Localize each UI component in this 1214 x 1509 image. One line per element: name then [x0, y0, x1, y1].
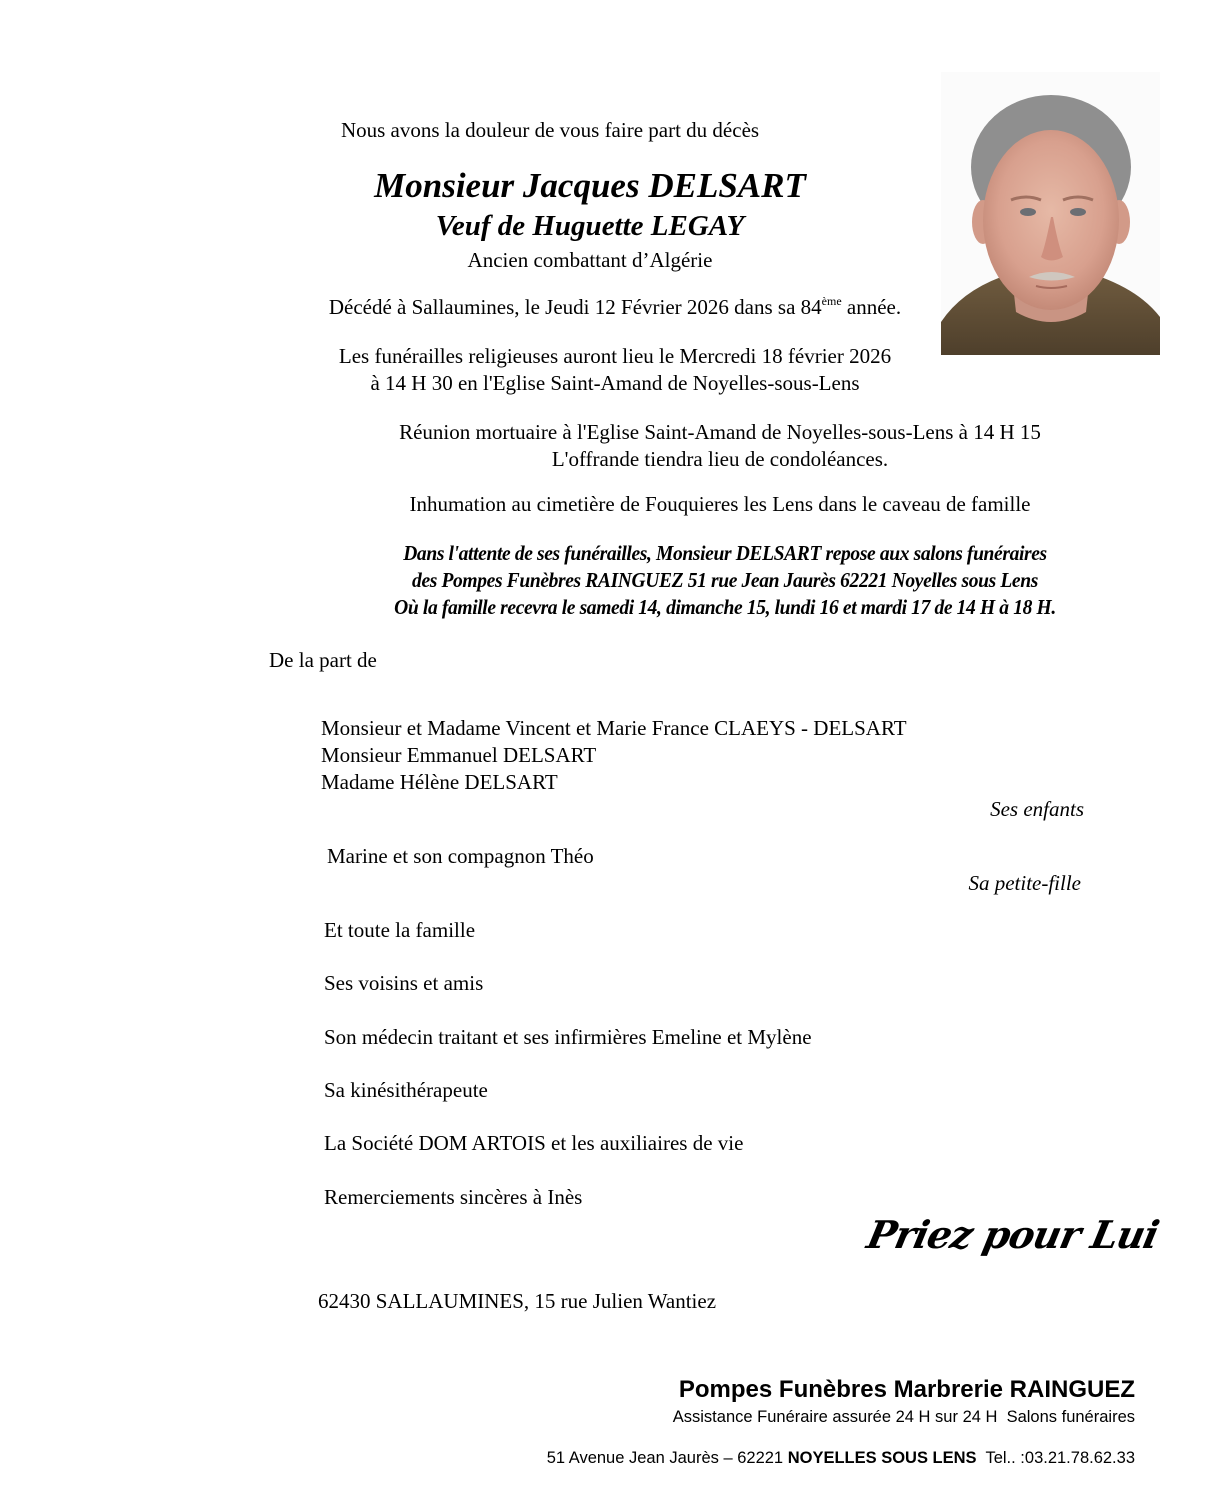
intro-line: Nous avons la douleur de vous faire part du décès	[340, 118, 760, 142]
mourner-line: Ses voisins et amis	[324, 971, 484, 995]
funeral-home-name: Pompes Funèbres Marbrerie RAINGUEZ	[678, 1376, 1135, 1403]
prayer-line: Priez pour Lui	[863, 1212, 1163, 1257]
repose-line: des Pompes Funèbres RAINGUEZ 51 rue Jean Jaurès 62221 Noyelles sous Lens	[412, 568, 1038, 592]
mourner-line: Et toute la famille	[324, 918, 476, 942]
phone-number[interactable]: 03.21.78.62.33	[1024, 1449, 1135, 1467]
mourner-line: Son médecin traitant et ses infirmières Emeline et Mylène	[324, 1025, 812, 1049]
address-prefix: 51 Avenue Jean Jaurès – 62221	[546, 1449, 788, 1467]
repose-info	[320, 540, 1129, 621]
child-name: Monsieur et Madame Vincent et Marie France CLAEYS - DELSART	[321, 716, 907, 740]
repose-line: Où la famille recevra le samedi 14, dimanche 15, lundi 16 et mardi 17 de 14 H à 18 H.	[394, 595, 1056, 619]
funeral-home-address	[538, 1430, 1135, 1468]
deceased-name: Monsieur Jacques DELSART	[374, 166, 806, 205]
funeral-home-services: Assistance Funéraire assurée 24 H sur 24 H Salons funéraires	[672, 1408, 1135, 1426]
death-line	[290, 295, 940, 320]
children-label: Ses enfants	[990, 797, 1084, 821]
granddaughter-label: Sa petite-fille	[968, 871, 1081, 895]
deceased-portrait	[941, 72, 1160, 355]
ordinal-suffix: ème	[821, 294, 842, 308]
meeting-line: L'offrande tiendra lieu de condoléances.	[551, 447, 889, 471]
death-text-end: année.	[841, 295, 902, 319]
portrait-image	[941, 72, 1160, 355]
phone-label: Tel.. :	[976, 1449, 1025, 1467]
child-name: Monsieur Emmanuel DELSART	[321, 743, 597, 767]
funeral-info	[290, 343, 940, 397]
burial-info: Inhumation au cimetière de Fouquieres les Lens dans le caveau de famille	[409, 492, 1031, 516]
widow-line: Veuf de Huguette LEGAY	[435, 210, 745, 242]
mourner-line: Remerciements sincères à Inès	[324, 1185, 583, 1209]
from-label: De la part de	[269, 648, 377, 672]
child-name: Madame Hélène DELSART	[321, 770, 558, 794]
family-address: 62430 SALLAUMINES, 15 rue Julien Wantiez	[318, 1289, 717, 1313]
mourner-line: Sa kinésithérapeute	[324, 1078, 488, 1102]
meeting-line: Réunion mortuaire à l'Eglise Saint-Amand de Noyelles-sous-Lens à 14 H 15	[399, 420, 1041, 444]
repose-line: Dans l'attente de ses funérailles, Monsieur DELSART repose aux salons funéraires	[403, 541, 1047, 565]
funeral-line: à 14 H 30 en l'Eglise Saint-Amand de Noyelles-sous-Lens	[370, 371, 860, 395]
distinction-line: Ancien combattant d’Algérie	[467, 248, 713, 272]
mourner-line: La Société DOM ARTOIS et les auxiliaires de vie	[324, 1131, 744, 1155]
address-city: NOYELLES SOUS LENS	[787, 1449, 977, 1467]
meeting-info	[360, 419, 1080, 473]
funeral-line: Les funérailles religieuses auront lieu le Mercredi 18 février 2026	[338, 344, 892, 368]
death-text: Décédé à Sallaumines, le Jeudi 12 Février 2026 dans sa 84	[328, 295, 822, 319]
granddaughter-name: Marine et son compagnon Théo	[327, 844, 594, 868]
